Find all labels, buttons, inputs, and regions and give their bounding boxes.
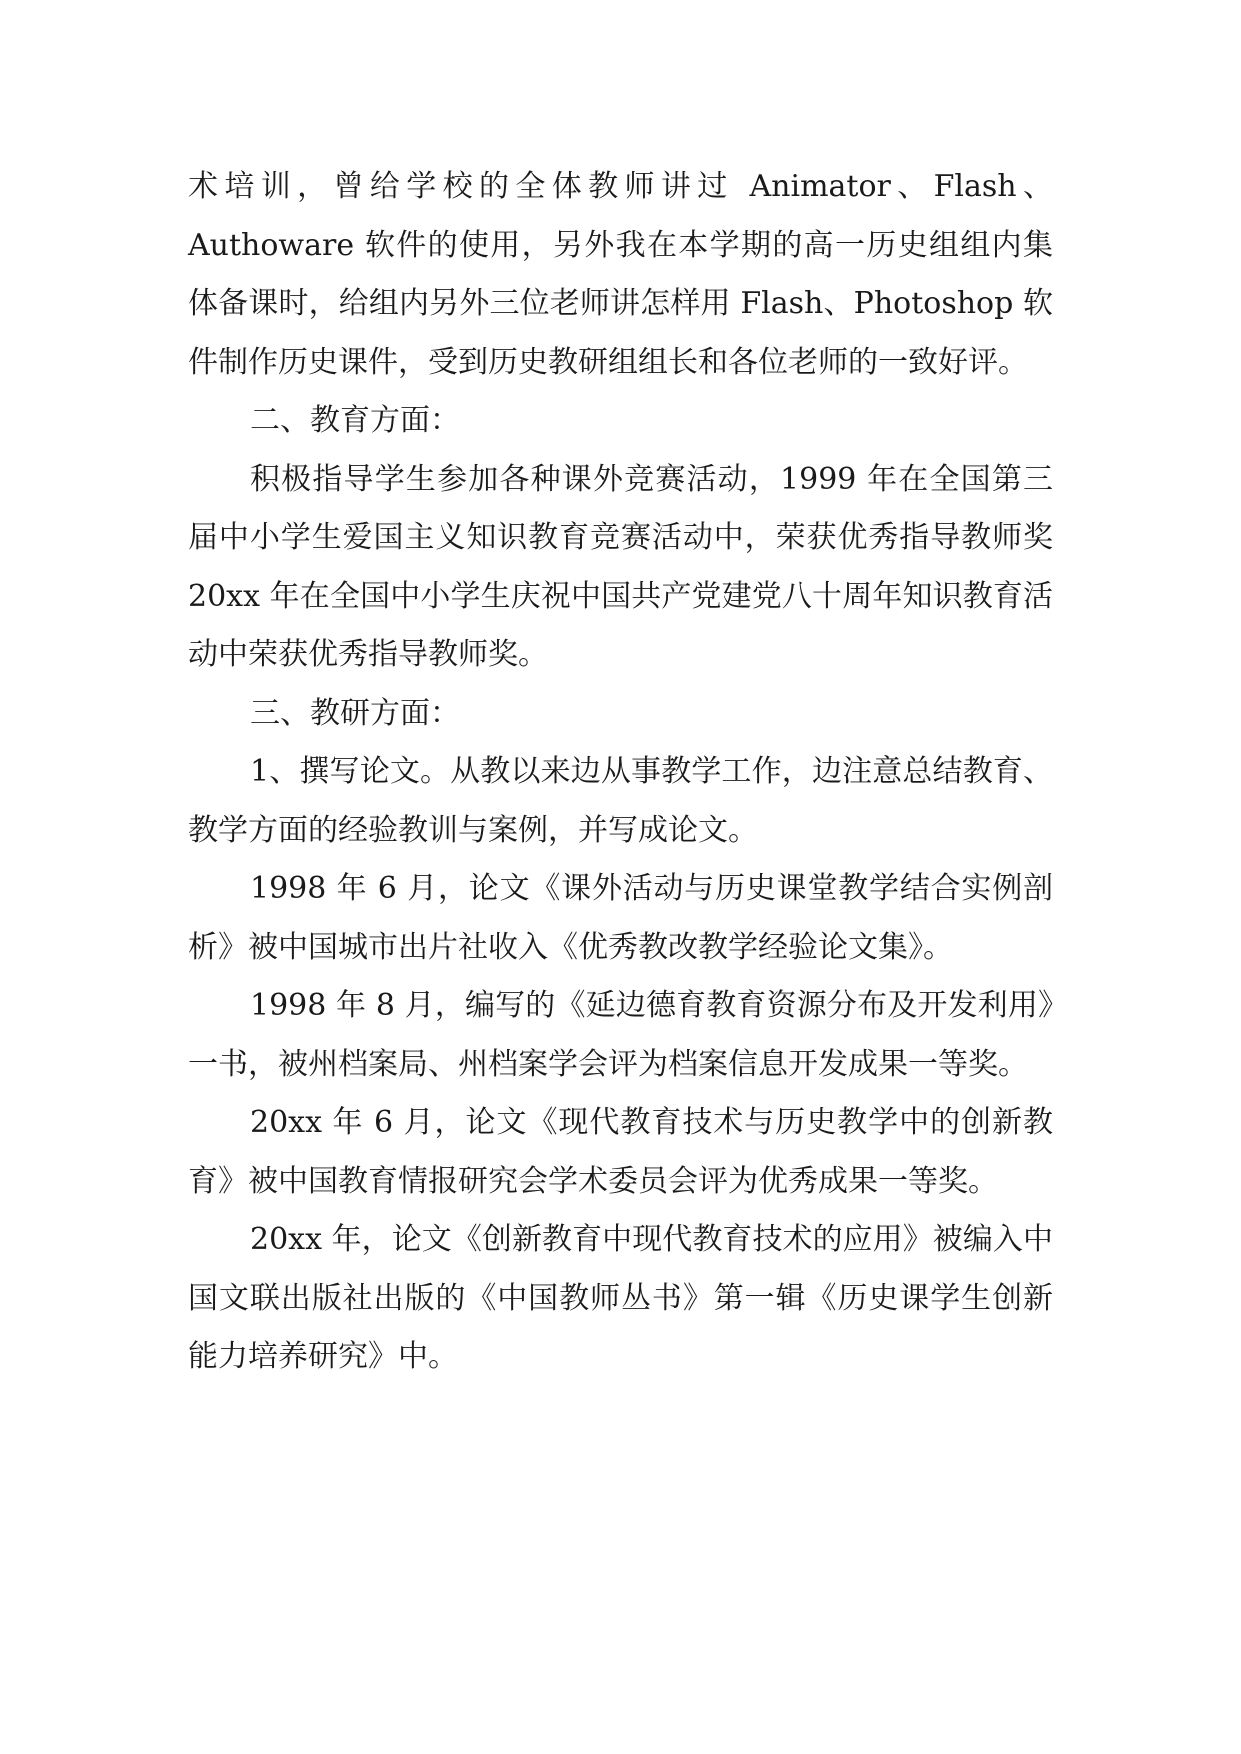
paragraph-writing-papers: 1、撰写论文。从教以来边从事教学工作，边注意总结教育、教学方面的经验教训与案例，并写成论文。 [188, 754, 1053, 848]
paragraph-1998-june: 1998 年 6 月，论文《课外活动与历史课堂教学结合实例剖析》被中国城市出片社收入《优秀教改教学经验论文集》。 [188, 871, 1053, 965]
paragraph-20xx-june: 20xx 年 6 月，论文《现代教育技术与历史教学中的创新教育》被中国教育情报研究会学术委员会评为优秀成果一等奖。 [188, 1105, 1053, 1199]
paragraph-1998-august: 1998 年 8 月，编写的《延边德育教育资源分布及开发利用》一书，被州档案局、州档案学会评为档案信息开发成果一等奖。 [188, 988, 1053, 1082]
paragraph-competitions: 积极指导学生参加各种课外竞赛活动，1999 年在全国第三届中小学生爱国主义知识教育竞赛活动中，荣获优秀指导教师奖 20xx 年在全国中小学生庆祝中国共产党建党八十周年知识教育活动中荣获优秀指导教师奖。 [188, 461, 1053, 672]
heading-research: 三、教研方面： [250, 695, 460, 731]
heading-education: 二、教育方面： [250, 403, 460, 438]
paragraph-20xx: 20xx 年，论文《创新教育中现代教育技术的应用》被编入中国文联出版社出版的《中国教师丛书》第一辑《历史课学生创新能力培养研究》中。 [188, 1222, 1053, 1374]
document-body [188, 158, 1053, 1387]
paragraph-intro: 术培训，曾给学校的全体教师讲过 Animator、Flash、Authoware 软件的使用，另外我在本学期的高一历史组组内集体备课时，给组内另外三位老师讲怎样用 Flash、Photoshop 软件制作历史课件，受到历史教研组组长和各位老师的一致好评。 [188, 169, 1053, 380]
